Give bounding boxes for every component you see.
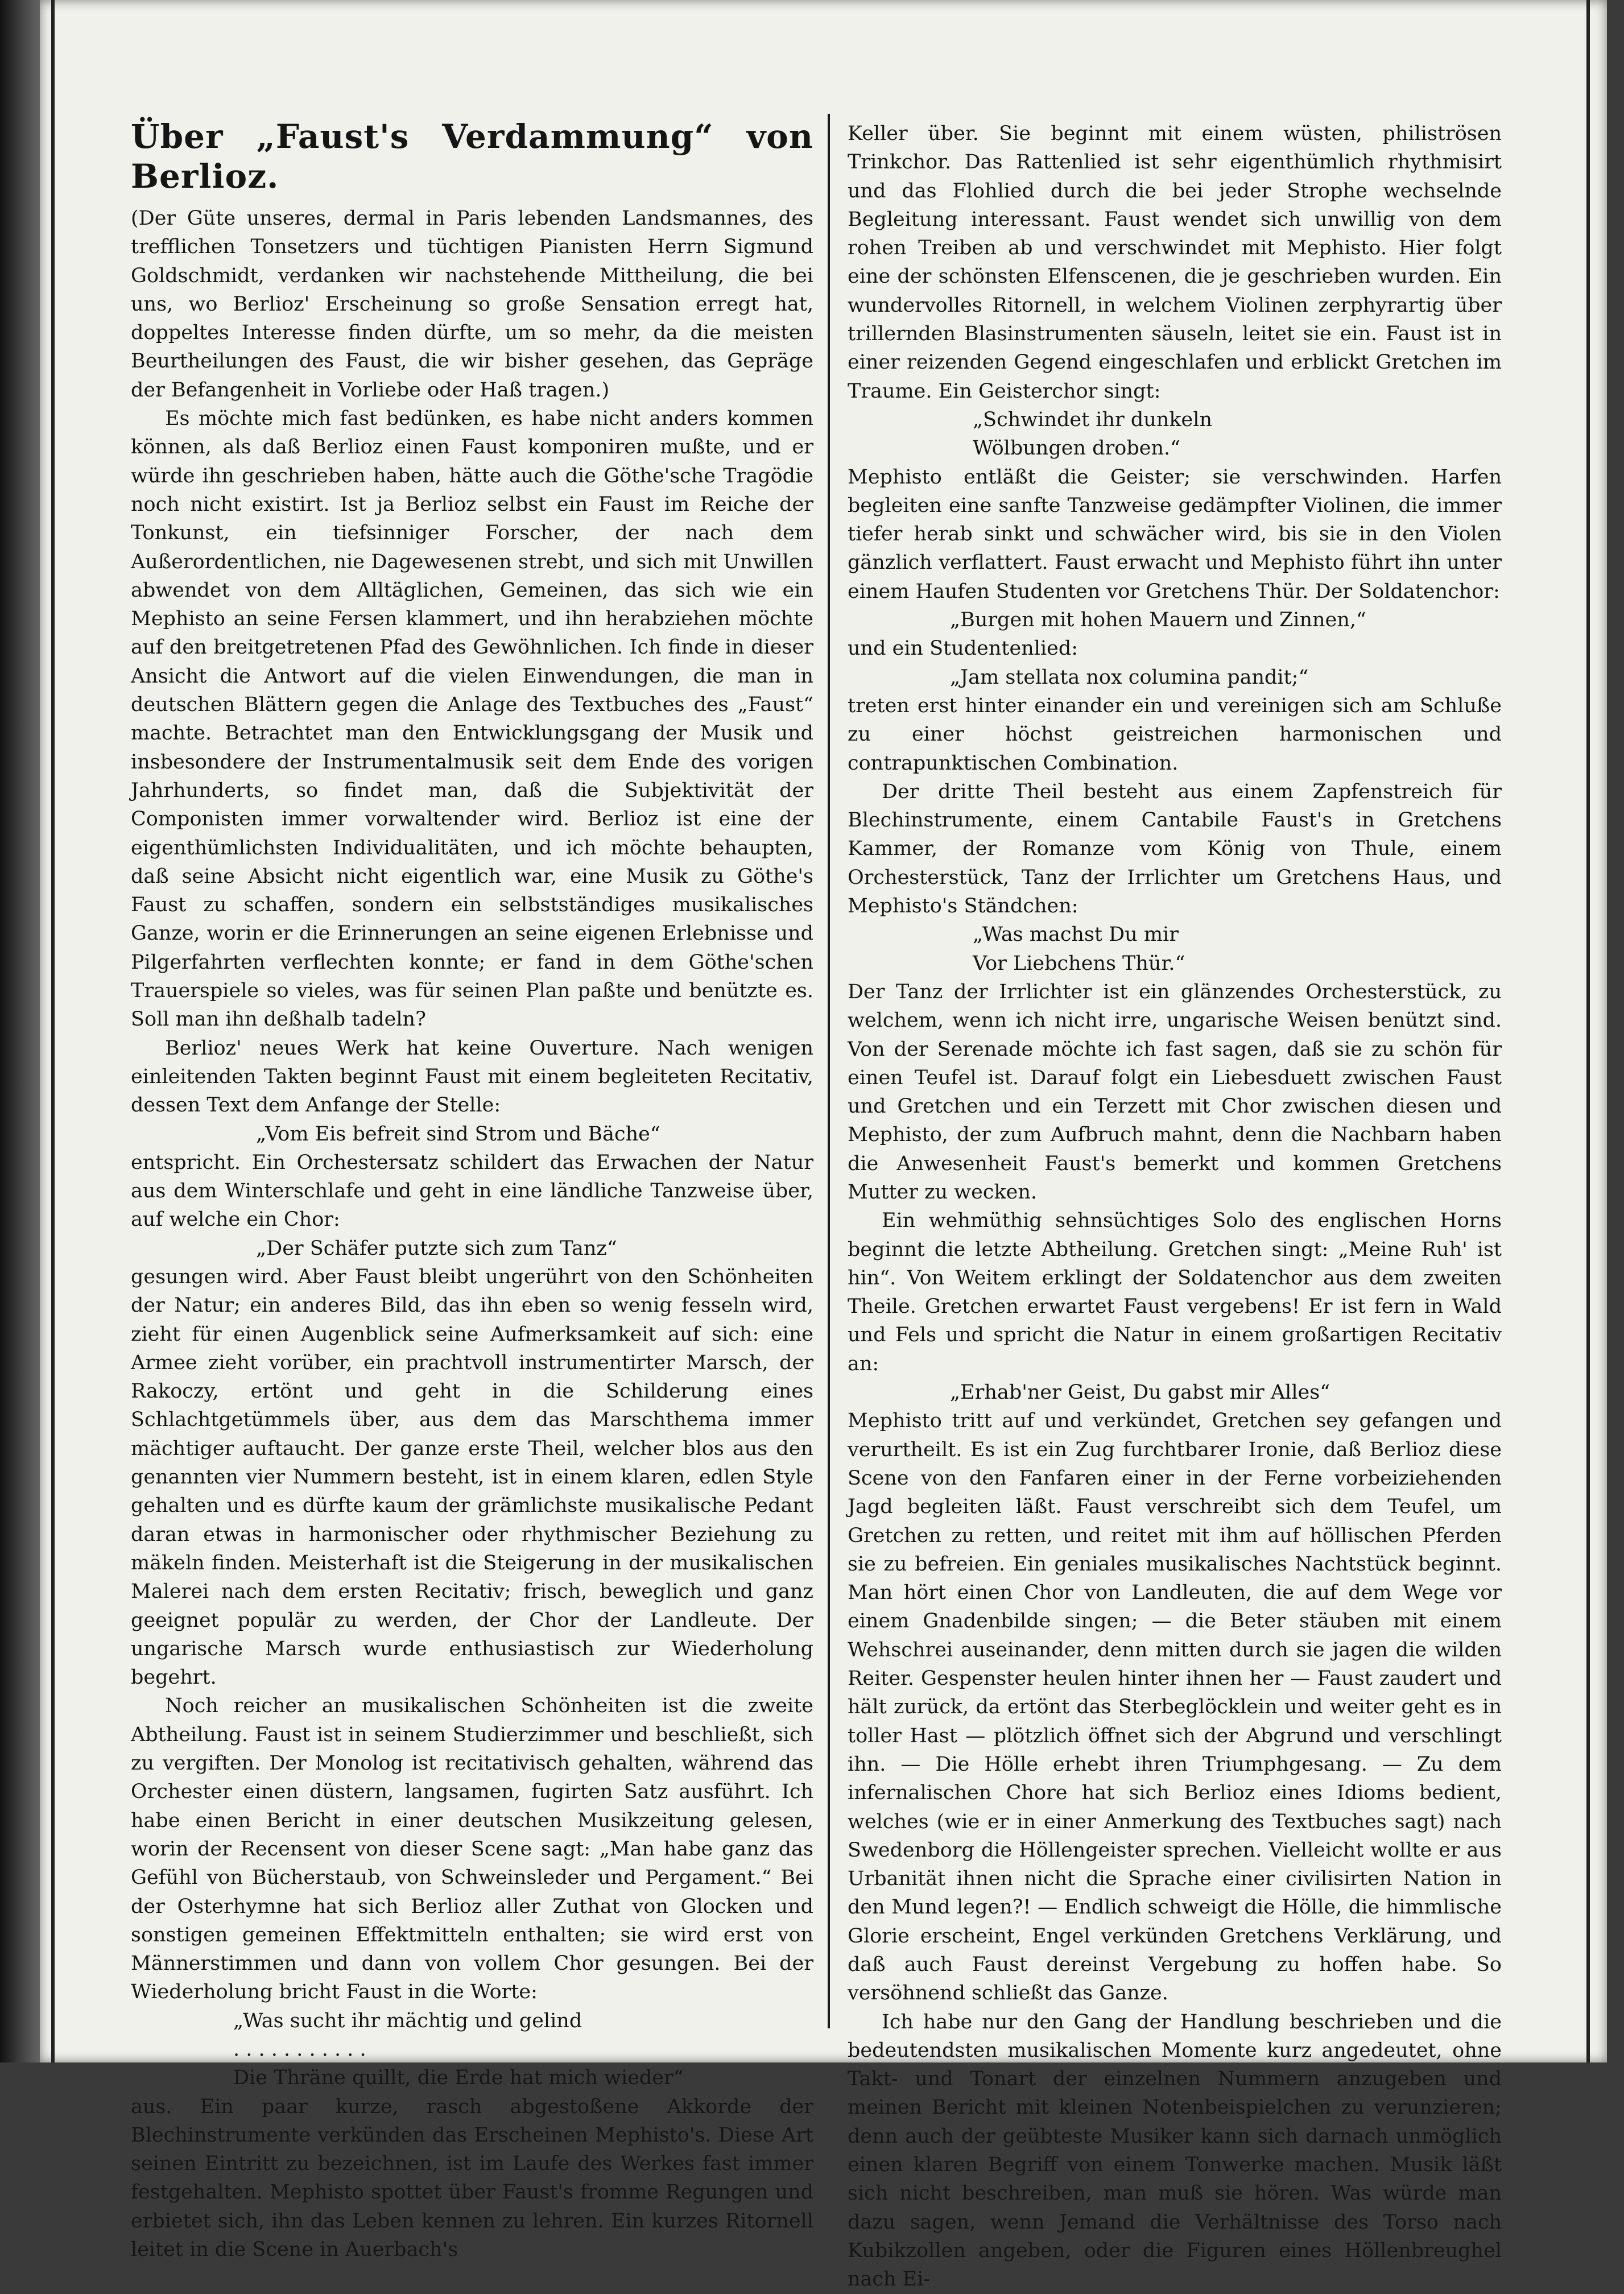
left-column-body	[131, 204, 813, 2264]
paragraph: Der Tanz der Irrlichter ist ein glänzendes Orchesterstück, zu welchem, wenn ich nicht irre, ungarische Weisen benützt sind. Von der Serenade möchte ich fast sagen, daß sie zu schön für einen Teufel ist. Darauf folgt ein Liebesduett zwischen Faust und Gretchen und ein Terzett mit Chor zwischen diesen und Mephisto, der zum Aufbruch mahnt, denn die Nachbarn haben die Anwesenheit Faust's bemerkt und kommen Gretchens Mutter zu wecken.	[848, 980, 1502, 1204]
paragraph: „Jam stellata nox columina pandit;“	[950, 666, 1309, 689]
paragraph: Die Thräne quillt, die Erde hat mich wieder“	[233, 2066, 684, 2090]
paragraph: Ein wehmüthig sehnsüchtiges Solo des englischen Horns beginnt die letzte Abtheilung. Gretchen singt: „Meine Ruh' ist hin“. Von Weitem erklingt der Soldatenchor aus dem zweiten Theile. Gretchen erwartet Faust vergebens! Er ist fern in Wald und Fels und spricht die Natur in einem großartigen Recitativ an:	[848, 1209, 1502, 1375]
paragraph: treten erst hinter einander ein und vereinigen sich am Schluße zu einer höchst geistreichen harmonischen und contrapunktischen Combination.	[848, 694, 1502, 775]
column-rule	[828, 114, 830, 2028]
paragraph: Mephisto entläßt die Geister; sie verschwinden. Harfen begleiten eine sanfte Tanzweise gedämpfter Violinen, die immer tiefer herab sinkt und schwächer wird, bis sie in den Violen gänzlich verflattert. Faust erwacht und Mephisto führt ihn unter einem Haufen Studenten vor Gretchens Thür. Der Soldatenchor:	[848, 465, 1502, 603]
paragraph: Mephisto tritt auf und verkündet, Gretchen sey gefangen und verurtheilt. Es ist ein Zug furchtbarer Ironie, daß Berlioz diese Scene von den Fanfaren einer in der Ferne vorbeiziehenden Jagd begleiten läßt. Faust verschreibt sich dem Teufel, um Gretchen zu retten, und reitet mit ihm auf höllischen Pferden sie zu befreien. Ein geniales musikalisches Nachtstück beginnt. Man hört einen Chor von Landleuten, die auf dem Wege vor einem Gnadenbilde singen; — die Beter stäuben mit einem Wehschrei auseinander, denn mitten durch sie jagen die wilden Reiter. Gespenster heulen hinter ihnen her — Faust zaudert und hält zurück, da ertönt das Sterbeglöcklein und weiter geht es in toller Hast — plötzlich öffnet sich der Abgrund und verschlingt ihn. — Die Hölle erhebt ihren Triumphgesang. — Zu dem infernalischen Chore hat sich Berlioz eines Idioms bedient, welches (wie er in einer Anmerkung des Textbuches sagt) nach Swedenborg die Höllengeister sprechen. Vielleicht wollte er aus Urbanität ihnen nicht die Sprache einer civilisirten Nation in den Mund legen?! — Endlich schweigt die Hölle, die himmlische Glorie erscheint, Engel verkünden Gretchens Verklärung, und daß auch Faust dereinst Vergebung zu hoffen habe. So versöhnend schließt das Ganze.	[848, 1410, 1502, 2005]
paragraph: gesungen wird. Aber Faust bleibt ungerührt von den Schönheiten der Natur; ein anderes Bild, das ihn eben so wenig fesseln wird, zieht für einen Augenblick seine Aufmerksamkeit auf sich: eine Armee zieht vorüber, ein prachtvoll instrumentirter Marsch, der Rakoczy, ertönt und geht in die Schilderung eines Schlachtgetümmels über, aus dem das Marschthema immer mächtiger auftaucht. Der ganze erste Theil, welcher blos aus den genannten vier Nummern besteht, ist in einem klaren, edlen Style gehalten und es dürfte kaum der grämlichste musikalische Pedant daran etwas in harmonischer oder rhythmischer Beziehung zu mäkeln finden. Meisterhaft ist die Steigerung in der musikalischen Malerei nach dem ersten Recitativ; frisch, beweglich und ganz geeignet populär zu werden, der Chor der Landleute. Der ungarische Marsch wurde enthusiastisch zur Wiederholung begehrt.	[131, 1265, 813, 1689]
paragraph: aus. Ein paar kurze, rasch abgestoßene Akkorde der Blechinstrumente verkünden das Erscheinen Mephisto's. Diese Art seinen Eintritt zu bezeichnen, ist im Laufe des Werkes fast immer festgehalten. Mephisto spottet über Faust's fromme Regungen und erbietet sich, ihn das Leben kennen zu lehren. Ein kurzes Ritornell leitet in die Scene in Auerbach's	[131, 2095, 813, 2262]
paragraph: „Vom Eis befreit sind Strom und Bäche“	[256, 1122, 660, 1146]
article-title: Über „Faust's Verdammung“ von Berlioz.	[131, 117, 813, 196]
paragraph: Wölbungen droben.“	[973, 437, 1181, 460]
paragraph: „Schwindet ihr dunkeln	[973, 408, 1212, 431]
paragraph: entspricht. Ein Orchestersatz schildert das Erwachen der Natur aus dem Winterschlafe und geht in eine ländliche Tanzweise über, auf welche ein Chor:	[131, 1151, 813, 1231]
paragraph: Vor Liebchens Thür.“	[973, 952, 1185, 975]
paragraph: (Der Güte unseres, dermal in Paris lebenden Landsmannes, des trefflichen Tonsetzers und tüchtigen Pianisten Herrn Sigmund Goldschmidt, verdanken wir nachstehende Mittheilung, die bei uns, wo Berlioz' Erscheinung so große Sensation erregt hat, doppeltes Interesse finden dürfte, um so mehr, da die meisten Beurtheilungen des Faust, die wir bisher gesehen, das Gepräge der Befangenheit in Vorliebe oder Haß tragen.)	[131, 207, 813, 402]
paragraph: . . . . . . . . . . .	[233, 2038, 366, 2061]
paragraph: Berlioz' neues Werk hat keine Ouverture. Nach wenigen einleitenden Takten beginnt Faust mit einem begleiteten Recitativ, dessen Text dem Anfange der Stelle:	[131, 1036, 813, 1117]
paragraph: Es möchte mich fast bedünken, es habe nicht anders kommen können, als daß Berlioz einen Faust komponiren mußte, und er würde ihn geschrieben haben, hätte auch die Göthe'sche Tragödie noch nicht existirt. Ist ja Berlioz selbst ein Faust im Reiche der Tonkunst, ein tiefsinniger Forscher, der nach dem Außerordentlichen, nie Dagewesenen strebt, und sich mit Unwillen abwendet von dem Alltäglichen, Gemeinen, das sich wie ein Mephisto an seine Fersen klammert, und ihn herabziehen möchte auf den breitgetretenen Pfad des Gewöhnlichen. Ich finde in dieser Ansicht die Antwort auf die vielen Einwendungen, die man in deutschen Blättern gegen die Anlage des Textbuches des „Faust“ machte. Betrachtet man den Entwicklungsgang der Musik und insbesondere der Instrumentalmusik seit dem Ende des vorigen Jahrhunderts, so findet man, daß die Subjektivität der Componisten immer vorwaltender wird. Berlioz ist eine der eigenthümlichsten Individualitäten, und ich möchte behaupten, daß seine Absicht nicht eigentlich war, eine Musik zu Göthe's Faust zu schaffen, sondern ein selbstständiges musikalisches Ganze, worin er die Erinnerungen an seine eigenen Erlebnisse und Pilgerfahrten verflechten konnte; er fand in dem Göthe'schen Trauerspiele so vieles, was für seinen Plan paßte und benützte es. Soll man ihn deßhalb tadeln?	[131, 407, 813, 1031]
paragraph: Keller über. Sie beginnt mit einem wüsten, philiströsen Trinkchor. Das Rattenlied ist sehr eigenthümlich rhythmisirt und das Flohlied durch die bei jeder Strophe wechselnde Begleitung interessant. Faust wendet sich unwillig von dem rohen Treiben ab und verschwindet mit Mephisto. Hier folgt eine der schönsten Elfenscenen, die je geschrieben wurden. Ein wundervolles Ritornell, in welchem Violinen zerphyrartig über trillernden Blasinstrumenten säuseln, leitet sie ein. Faust ist in einer reizenden Gegend eingeschlafen und erblickt Gretchen im Traume. Ein Geisterchor singt:	[848, 122, 1502, 403]
paragraph: und ein Studentenlied:	[848, 637, 1078, 660]
paragraph: „Erhab'ner Geist, Du gabst mir Alles“	[950, 1381, 1330, 1404]
paragraph: Noch reicher an musikalischen Schönheiten ist die zweite Abtheilung. Faust ist in seinem Studierzimmer und beschließt, sich zu vergiften. Der Monolog ist recitativisch gehalten, während das Orchester einen düstern, langsamen, fugirten Satz ausführt. Ich habe einen Bericht in einer deutschen Musikzeitung gelesen, worin der Recensent von dieser Scene sagt: „Man habe ganz das Gefühl von Bücherstaub, von Schweinsleder und Pergament.“ Bei der Osterhymne hat sich Berlioz aller Zuthat von Glocken und sonstigen gemeinen Effektmitteln enthalten; sie wird erst von Männerstimmen und dann von vollem Chor gesungen. Bei der Wiederholung bricht Faust in die Worte:	[131, 1694, 813, 2004]
paragraph: Der dritte Theil besteht aus einem Zapfenstreich für Blechinstrumente, einem Cantabile Faust's in Gretchens Kammer, der Romanze vom König von Thule, einem Orchesterstück, Tanz der Irrlichter um Gretchens Haus, und Mephisto's Ständchen:	[848, 780, 1502, 918]
right-column	[848, 119, 1502, 2291]
paragraph: „Was machst Du mir	[973, 923, 1179, 946]
paragraph: Ich habe nur den Gang der Handlung beschrieben und die bedeutendsten musikalischen Momente kurz angedeutet, ohne Takt- und Tonart der einzelnen Nummern anzugeben und meinen Bericht mit kleinen Notenbeispielchen zu verunzieren; denn auch der geübteste Musiker kann sich darnach unmöglich einen klaren Begriff von einem Tonwerke machen. Musik läßt sich nicht beschreiben, man muß sie hören. Was würde man dazu sagen, wenn Jemand die Verhältnisse des Torso nach Kubikzollen angeben, oder die Figuren eines Höllenbreughel nach Ei-	[848, 2010, 1502, 2291]
paragraph: „Der Schäfer putzte sich zum Tanz“	[256, 1237, 617, 1260]
right-column-body	[848, 119, 1502, 2294]
left-column	[131, 117, 813, 2262]
paragraph: „Burgen mit hohen Mauern und Zinnen,“	[950, 609, 1366, 632]
paragraph: „Was sucht ihr mächtig und gelind	[233, 2009, 582, 2032]
newspaper-page	[40, 0, 1607, 2291]
